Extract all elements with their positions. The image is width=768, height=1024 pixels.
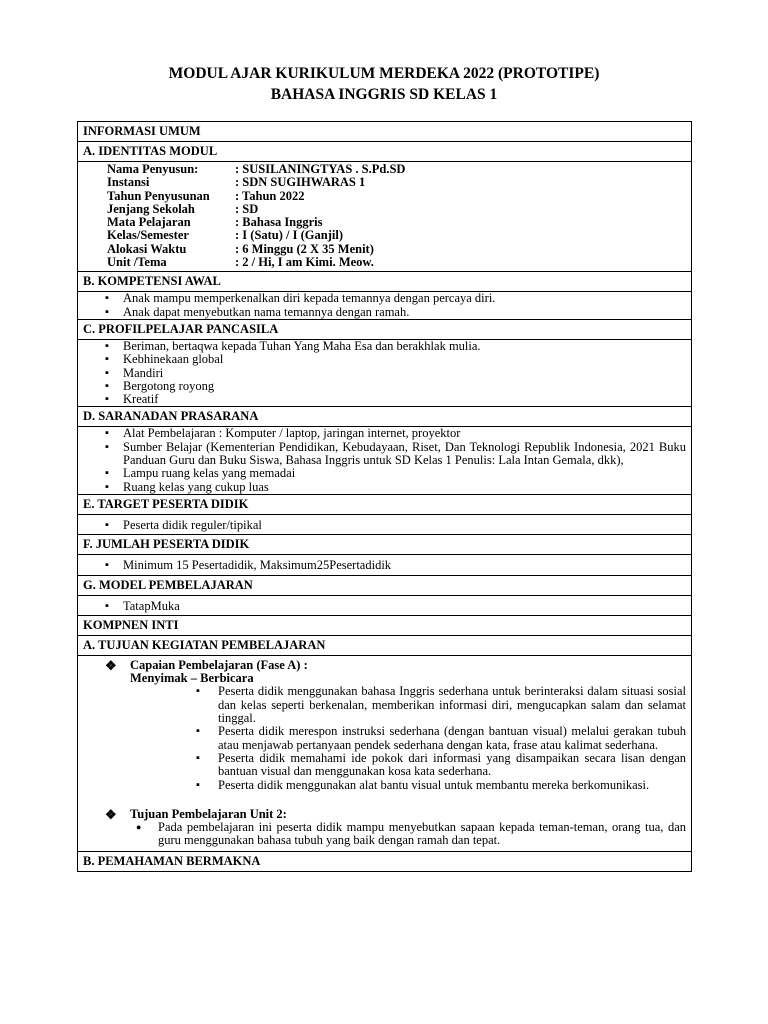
identitas-section [78,162,692,272]
document-title: MODUL AJAR KURIKULUM MERDEKA 2022 (PROTOTIPE) [168,65,600,82]
list-item: ▪ TatapMuka [123,600,686,613]
diamond-bullet-icon: ❖ [105,657,117,673]
list-item: ▪ Bergotong royong [123,380,686,393]
informasi-umum-heading: INFORMASI UMUM [78,122,692,142]
capaian-list [83,685,686,791]
profil-list [83,340,686,406]
tujuan-unit-heading-row [83,808,686,821]
list-item: ▪ Minimum 15 Pesertadidik, Maksimum25Pesertadidik [123,559,686,572]
list-item: ▪ Sumber Belajar (Kementerian Pendidikan, Kebudayaan, Riset, Dan Teknologi Republik Indonesia, 2021 Buku Panduan Guru dan Buku Siswa, Bahasa Inggris untuk SD Kelas 1 Penulis: Lala Intan Gemala, dkk), [123,441,686,468]
identitas-grid [83,162,686,271]
identitas-label: Kelas/Semester [107,228,189,243]
jumlah-list [83,559,686,572]
model-list [83,600,686,613]
kompetensi-section [78,292,692,320]
tujuan-unit-title: Tujuan Pembelajaran Unit 2: [130,806,287,821]
sarana-heading: D. SARANADAN PRASARANA [78,407,692,427]
identitas-heading: A. IDENTITAS MODUL [78,142,692,162]
komponen-inti-heading: KOMPNEN INTI [78,615,692,635]
sarana-list [83,427,686,493]
target-heading: E. TARGET PESERTA DIDIK [78,494,692,514]
pemahaman-heading: B. PEMAHAMAN BERMAKNA [78,851,692,871]
identitas-value: : Tahun 2022 [235,188,305,203]
list-item: ▪ Peserta didik menggunakan alat bantu visual untuk membantu mereka berkomunikasi. [218,779,686,792]
list-item: ▪ Anak dapat menyebutkan nama temannya dengan ramah. [123,306,686,319]
list-item: ▪ Peserta didik merespon instruksi sederhana (dengan bantuan visual) melalui gerakan tubuh atau menjawab pertanyaan pendek sederhana dengan kata, frase atau kalimat sederhana. [218,725,686,752]
target-section [78,514,692,534]
list-item: ▪ Mandiri [123,367,686,380]
profil-heading: C. PROFILPELAJAR PANCASILA [78,319,692,339]
target-list [83,519,686,532]
identitas-value: : SD [235,201,259,216]
identitas-value: : SDN SUGIHWARAS 1 [235,175,366,190]
jumlah-heading: F. JUMLAH PESERTA DIDIK [78,535,692,555]
module-table [77,121,692,872]
identitas-value: : I (Satu) / I (Ganjil) [235,228,343,243]
list-item: ▪ Peserta didik reguler/tipikal [123,519,686,532]
document-subtitle: BAHASA INGGRIS SD KELAS 1 [270,86,498,103]
capaian-heading-row [83,659,686,672]
identitas-value: : 2 / Hi, I am Kimi. Meow. [235,255,374,270]
list-item: ▪ Kreatif [123,393,686,406]
capaian-title: Capaian Pembelajaran (Fase A) : [130,657,308,672]
identitas-label: Jenjang Sekolah [107,201,195,216]
sarana-section [78,427,692,494]
jumlah-section [78,555,692,575]
list-item: ▪ Peserta didik memahami ide pokok dari informasi yang disampaikan secara lisan dengan bantuan visual dan menggunakan kosa kata sederhana. [218,752,686,779]
capaian-subtitle: Menyimak – Berbicara [130,671,254,686]
profil-section [78,339,692,406]
identitas-value: : 6 Minggu (2 X 35 Menit) [235,241,374,256]
identitas-label: Alokasi Waktu [107,241,187,256]
identitas-label: Nama Penyusun: [107,162,199,176]
identitas-value: : Bahasa Inggris [235,215,323,230]
list-item: ▪ Kebhinekaan global [123,353,686,366]
model-section [78,595,692,615]
model-heading: G. MODEL PEMBELAJARAN [78,575,692,595]
identitas-label: Unit /Tema [107,255,167,270]
list-item: ▪ Peserta didik menggunakan bahasa Inggris sederhana untuk berinteraksi dalam situasi sosial dan kelas seperti berkenalan, memberikan informasi diri, mengucapkan salam dan selamat tinggal. [218,685,686,725]
identitas-label: Mata Pelajaran [107,215,191,230]
list-item: ▪ Lampu ruang kelas yang memadai [123,467,686,480]
list-item: ▪ Beriman, bertaqwa kepada Tuhan Yang Maha Esa dan berakhlak mulia. [123,340,686,353]
identitas-value: : SUSILANINGTYAS . S.Pd.SD [235,162,406,176]
identitas-label: Instansi [107,175,150,190]
kompetensi-heading: B. KOMPETENSI AWAL [78,272,692,292]
list-item: ▪ Ruang kelas yang cukup luas [123,481,686,494]
list-item: ▪ Anak mampu memperkenalkan diri kepada temannya dengan percaya diri. [123,292,686,305]
kompetensi-list [83,292,686,319]
list-item: ● Pada pembelajaran ini peserta didik mampu menyebutkan sapaan kepada teman-teman, orang tua, dan guru menggunakan bahasa tubuh yang baik dengan ramah dan tepat. [158,821,686,848]
tujuan-heading: A. TUJUAN KEGIATAN PEMBELAJARAN [78,635,692,655]
tujuan-section [78,655,692,851]
list-item: ▪ Alat Pembelajaran : Komputer / laptop, jaringan internet, proyektor [123,427,686,440]
identitas-label: Tahun Penyusunan [107,188,210,203]
tujuan-unit-list [83,821,686,848]
diamond-bullet-icon: ❖ [105,806,117,822]
